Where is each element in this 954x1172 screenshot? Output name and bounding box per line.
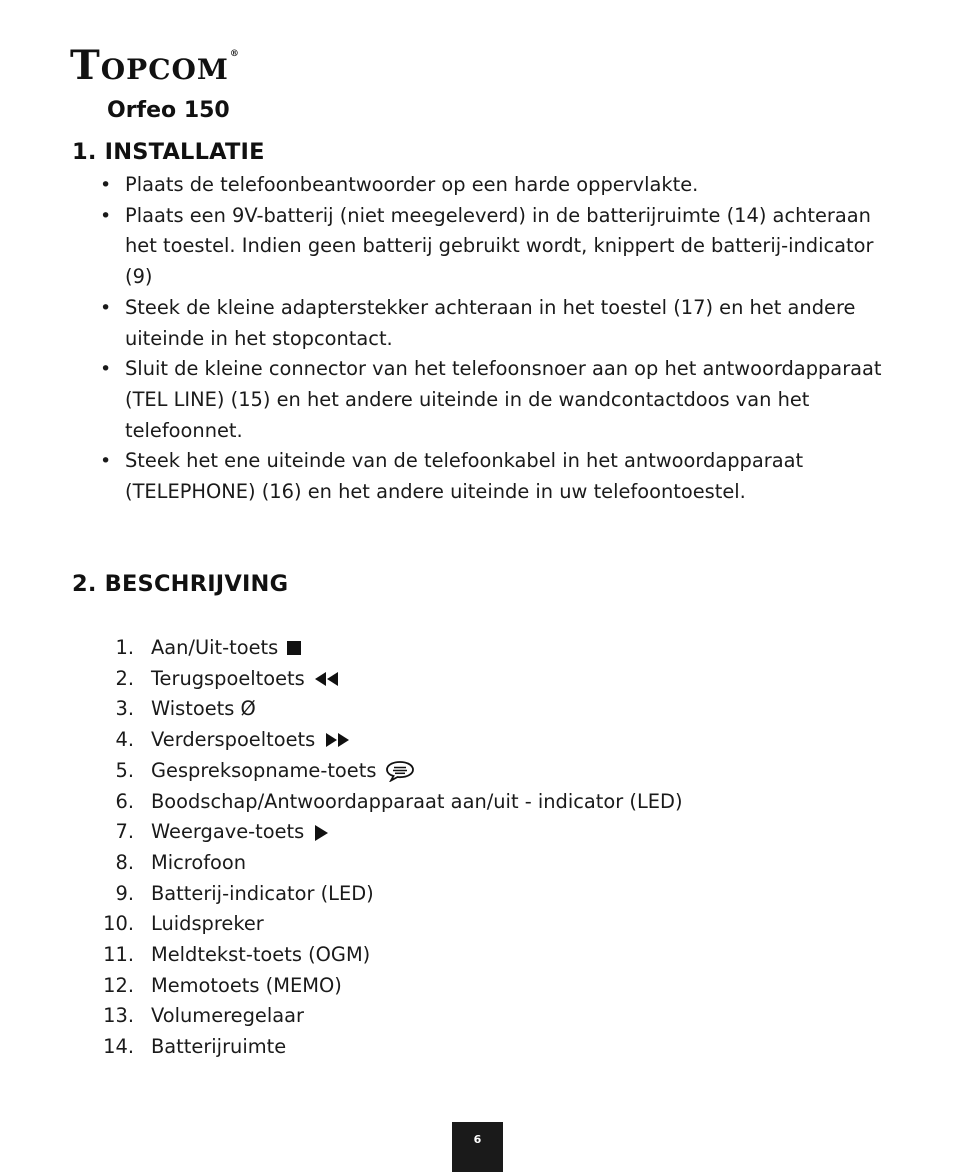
speech-bubble-icon — [385, 760, 415, 782]
item-number: 1. — [115, 636, 134, 659]
parts-list-item — [92, 1001, 792, 1032]
item-label: Microfoon — [151, 850, 247, 874]
parts-list-item — [92, 817, 792, 848]
parts-list-item — [92, 909, 792, 940]
item-number: 9. — [115, 881, 134, 905]
item-number: 3. — [115, 697, 134, 721]
item-label: Batterij-indicator (LED) — [151, 881, 374, 905]
parts-list-item — [92, 694, 792, 725]
parts-list-item — [92, 879, 792, 910]
section-title-installatie: 1. INSTALLATIE — [72, 139, 265, 165]
item-number: 8. — [115, 850, 134, 874]
section-title-beschrijving: 2. BESCHRIJVING — [72, 571, 289, 597]
item-number: 2. — [115, 666, 134, 690]
item-label: Verderspoeltoets — [151, 728, 316, 752]
installation-step: • Plaats de telefoonbeantwoorder op een harde oppervlakte. — [100, 170, 890, 201]
item-label: Batterijruimte — [151, 1035, 287, 1059]
parts-list-item — [92, 940, 792, 971]
play-icon — [313, 824, 329, 842]
item-number: 12. — [103, 973, 134, 997]
item-label: Memotoets (MEMO) — [151, 973, 342, 997]
installation-step: • Sluit de kleine connector van het telefoonsnoer aan op het antwoordapparaat (TEL LINE) (15) en het andere uiteinde in de wandcontactdoos van het telefoonnet. — [100, 354, 890, 446]
item-label: Aan/Uit-toets — [151, 636, 279, 659]
item-label: Wistoets Ø — [151, 697, 256, 721]
registered-mark: ® — [229, 49, 240, 59]
parts-list-item — [92, 633, 792, 664]
parts-list-item — [92, 1032, 792, 1063]
parts-list-item — [92, 664, 792, 695]
rewind-icon — [314, 671, 340, 687]
item-number: 4. — [115, 728, 134, 752]
installation-step: • Steek het ene uiteinde van de telefoonkabel in het antwoordapparaat (TELEPHONE) (16) en het andere uiteinde in uw telefoontoestel. — [100, 446, 890, 507]
item-label: Boodschap/Antwoordapparaat aan/uit - indicator (LED) — [151, 789, 683, 813]
item-label: Luidspreker — [151, 912, 264, 936]
item-number: 6. — [115, 789, 134, 813]
model-name: Orfeo 150 — [107, 98, 230, 123]
installation-steps-list — [100, 170, 890, 508]
item-label: Weergave-toets — [151, 820, 305, 844]
parts-list-item — [92, 756, 792, 787]
item-label: Gespreksopname-toets — [151, 758, 377, 782]
item-number: 13. — [103, 1004, 134, 1028]
parts-list-item — [92, 725, 792, 756]
parts-list-item — [92, 848, 792, 879]
installation-step: • Plaats een 9V-batterij (niet meegeleverd) in de batterijruimte (14) achteraan het toestel. Indien geen batterij gebruikt wordt, knippert de batterij-indicator (9) — [100, 201, 890, 293]
item-number: 5. — [115, 758, 134, 782]
item-label: Meldtekst-toets (OGM) — [151, 943, 371, 967]
topcom-logo: Topcom® — [70, 42, 240, 89]
fast-forward-icon — [324, 732, 350, 748]
page-number: 6 — [452, 1122, 503, 1172]
parts-list — [92, 633, 792, 1063]
stop-square-icon — [287, 641, 301, 655]
installation-step: • Steek de kleine adapterstekker achteraan in het toestel (17) en het andere uiteinde in het stopcontact. — [100, 293, 890, 354]
item-number: 10. — [103, 912, 134, 936]
item-number: 11. — [103, 943, 134, 967]
parts-list-item — [92, 971, 792, 1002]
item-label: Terugspoeltoets — [151, 666, 305, 690]
item-number: 14. — [103, 1035, 134, 1059]
item-label: Volumeregelaar — [151, 1004, 304, 1028]
item-number: 7. — [115, 820, 134, 844]
parts-list-item — [92, 787, 792, 818]
